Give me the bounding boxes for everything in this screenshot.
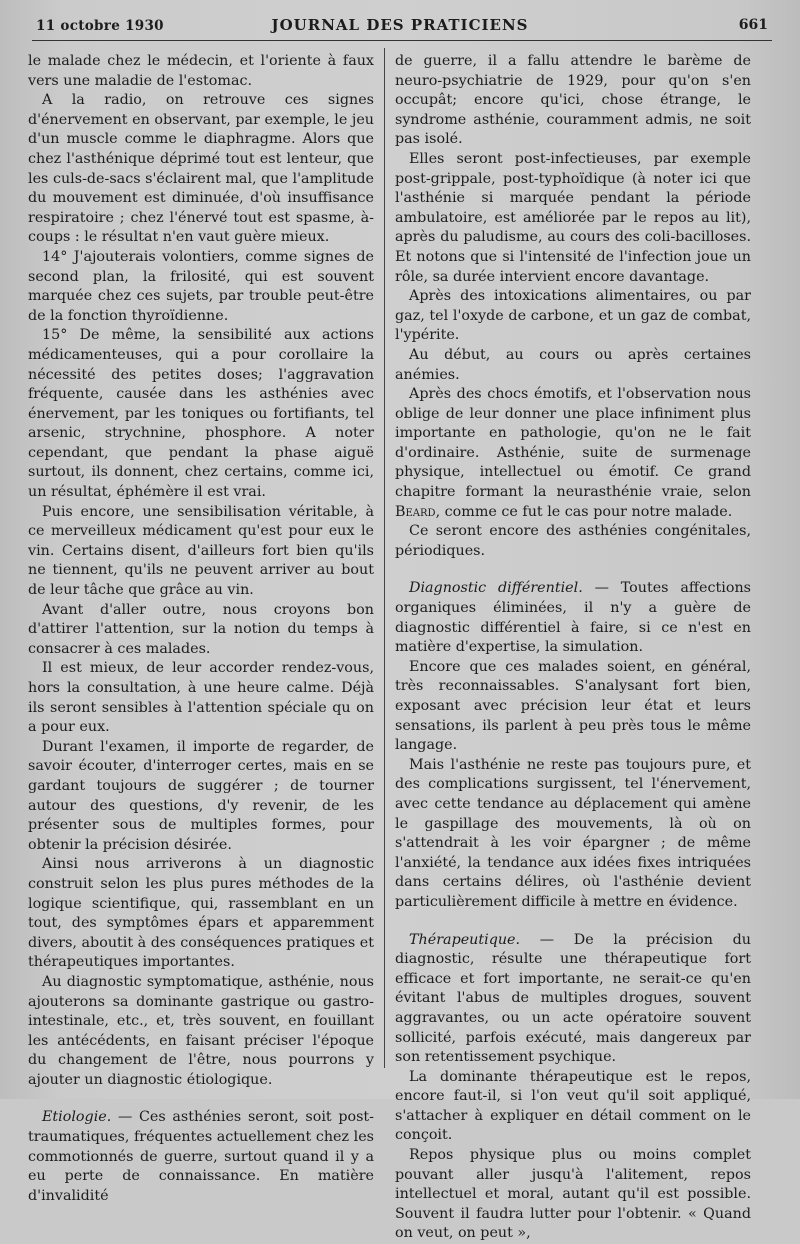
paragraph: de guerre, il a fallu attendre le barème de neuro-psychiatrie de 1929, pour qu'on s'en occupât; encore qu'ici, chose étrange, le syndrome asthénie, couramment admis, ne soit pas isolé.: [395, 53, 751, 148]
paragraph: La dominante thérapeutique est le repos, encore faut-il, si l'on veut qu'il soit appliqué, s'attacher à expliquer en détail comment on le conçoit.: [395, 1068, 751, 1144]
section-diagnostic: [395, 579, 751, 657]
header-rule: [32, 40, 772, 41]
text: , comme ce fut le cas pour notre malade.: [435, 503, 733, 520]
paragraph: Durant l'examen, il importe de regarder, de savoir écouter, d'interroger certes, mais en se gardant toujours de suggérer ; de tourner autour des questions, d'y revenir, de les présenter sous de multiples formes, pour obtenir la précision désirée.: [28, 738, 374, 853]
page-number: 661: [738, 17, 768, 33]
paragraph: Avant d'aller outre, nous croyons bon d'attirer l'attention, sur la notion du temps à consacrer à ces malades.: [28, 601, 374, 657]
paragraph: 15° De même, la sensibilité aux actions médicamenteuses, qui a pour corollaire la nécessité des petites doses; l'aggravation fréquente, causée dans les asthénies avec énervement, par les toniques ou fortifiants, tel arsenic, strychnine, phosphore. A noter cependant, que pendant la phase aiguë surtout, ils donnent, chez certains, comme ici, un résultat, éphémère il est vrai.: [28, 327, 374, 501]
section-text: — Ces asthénies seront, soit post-traumatiques, fréquentes actuellement chez les commotionnés de guerre, surtout quand il y a eu perte de connaissance. En matière d'invalidité: [28, 1109, 374, 1204]
left-column: [28, 52, 374, 1206]
journal-title: JOURNAL DES PRATICIENS: [271, 16, 529, 34]
section-etiologie: [28, 1108, 374, 1206]
author-name: Beard: [395, 503, 436, 520]
section-text: — De la précision du diagnostic, résulte une thérapeutique fort efficace et fort importante, ne serait-ce qu'en évitant l'abus de multiples drogues, souvent aggravantes, ou un acte opératoire souvent sollicité, parfois exécuté, mais dangereux par son retentissement psychique.: [395, 931, 751, 1066]
page-header: [0, 12, 800, 38]
right-column: [395, 52, 751, 1244]
section-therapeutique: [395, 931, 751, 1068]
paragraph: 14° J'ajouterais volontiers, comme signes de second plan, la frilosité, qui est souvent marquée chez ces sujets, par trouble peut-être de la fonction thyroïdienne.: [28, 248, 374, 324]
paragraph: Il est mieux, de leur accorder rendez-vous, hors la consultation, à une heure calme. Déjà ils seront sensibles à l'attention spéciale qu on a pour eux.: [28, 660, 374, 736]
section-heading: Diagnostic différentiel.: [409, 580, 583, 597]
text: Après des chocs émotifs, et l'observation nous oblige de leur donner une place infiniment plus importante en pathologie, qu'on ne le fait d'ordinaire. Asthénie, suite de surmenage physique, intellectuel ou émotif. Ce grand chapitre formant la neurasthénie vraie, selon: [395, 386, 751, 501]
paragraph: Ce seront encore des asthénies congénitales, périodiques.: [395, 523, 751, 559]
paragraph: Au diagnostic symptomatique, asthénie, nous ajouterons sa dominante gastrique ou gastro-intestinale, etc., et, très souvent, en fouillant les antécédents, en faisant préciser l'époque du changement de l'être, nous pourrons y ajouter un diagnostic étiologique.: [28, 973, 374, 1088]
paragraph: Puis encore, une sensibilisation véritable, à ce merveilleux médicament qu'est pour eux le vin. Certains disent, d'ailleurs fort bien qu'ils ne tiennent, qu'ils ne peuvent arriver au bout de leur tâche que grâce au vin.: [28, 503, 374, 599]
paragraph: Au début, au cours ou après certaines anémies.: [395, 346, 751, 383]
paragraph: A la radio, on retrouve ces signes d'énervement en observant, par exemple, le jeu d'un muscle comme le diaphragme. Alors que chez l'asthénique déprimé tout est lenteur, que les culs-de-sacs s'éclairent mal, que l'amplitude du mouvement est diminuée, d'où insuffisance respiratoire ; chez l'énervé tout est spasme, à-coups : le résultat n'en vaut guère mieux.: [28, 92, 374, 246]
paragraph: [395, 385, 751, 522]
section-text: — Toutes affections organiques éliminées, il n'y a guère de diagnostic différentiel à faire, si ce n'est en matière d'expertise, la simulation.: [395, 580, 751, 656]
section-heading: Etiologie.: [42, 1109, 112, 1126]
paragraph: le malade chez le médecin, et l'oriente à faux vers une maladie de l'estomac.: [28, 53, 374, 89]
paragraph: Mais l'asthénie ne reste pas toujours pure, et des complications surgissent, tel l'énervement, avec cette tendance au déplacement qui amène le gaspillage des mouvements, là où on s'attendrait à les voir épargner ; de même l'anxiété, la tendance aux idées fixes intriquées dans certains délires, où l'asthénie devient particulièrement difficile à mettre en évidence.: [395, 756, 751, 910]
paragraph: Ainsi nous arriverons à un diagnostic construit selon les plus pures méthodes de la logique scientifique, qui, rassemblant en un tout, des symptômes épars et apparemment divers, aboutit à des conséquences pratiques et thérapeutiques importantes.: [28, 856, 374, 971]
section-heading: Thérapeutique.: [409, 931, 521, 948]
paragraph: Repos physique plus ou moins complet pouvant aller jusqu'à l'alitement, repos intellectuel et moral, autant qu'il est possible. Souvent il faudra lutter pour l'obtenir. « Quand on veut, on peut »,: [395, 1147, 751, 1242]
paragraph: Elles seront post-infectieuses, par exemple post-grippale, post-typhoïdique (à noter ici que l'asthénie si marquée pendant la période ambulatoire, est améliorée par le repos au lit), après du paludisme, au cours des coli-bacilloses. Et notons que si l'intensité de l'infection joue un rôle, sa durée intervient encore davantage.: [395, 150, 751, 285]
paragraph: Encore que ces malades soient, en général, très reconnaissables. S'analysant fort bien, exposant avec précision leur état et leurs sensations, ils parlent à peu près tous le même langage.: [395, 658, 751, 754]
column-divider: [384, 48, 385, 1068]
paragraph: Après des intoxications alimentaires, ou par gaz, tel l'oxyde de carbone, et un gaz de combat, l'ypérite.: [395, 288, 751, 344]
issue-date: 11 octobre 1930: [36, 18, 164, 34]
